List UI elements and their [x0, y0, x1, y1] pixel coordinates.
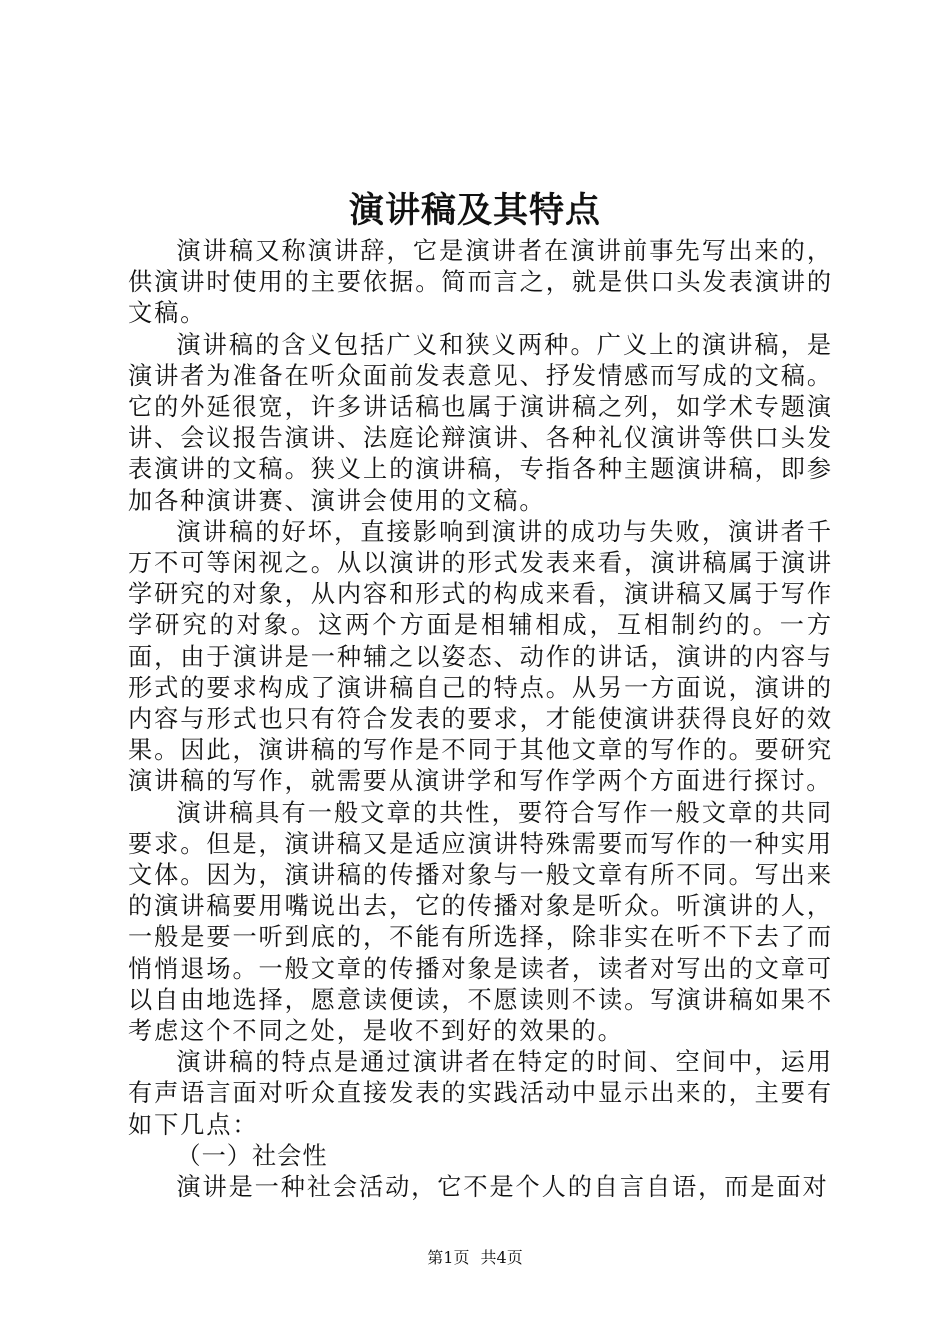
document-title: 演讲稿及其特点 — [348, 190, 601, 231]
section-heading: （一）社会性 — [176, 1141, 328, 1170]
page-number: 第1页 — [427, 1248, 470, 1267]
paragraph-6: 演讲是一种社会活动，它不是个人的自言自语，而是面对 — [176, 1173, 829, 1202]
paragraph-2: 演讲稿的含义包括广义和狭义两种。广义上的演讲稿，是演讲者为准备在听众面前发表意见、抒发情感而写成的文稿。它的外延很宽，许多讲话稿也属于演讲稿之列，如学术专题演讲、会议报告演讲、法庭论辩演讲、各种礼仪演讲等供口头发表演讲的文稿。狭义上的演讲稿，专指各种主题演讲稿，即参加各种演讲赛、演讲会使用的文稿。 — [128, 330, 833, 515]
page-total: 共4页 — [480, 1248, 523, 1267]
paragraph-1: 演讲稿又称演讲辞，它是演讲者在演讲前事先写出来的，供演讲时使用的主要依据。简而言之，就是供口头发表演讲的文稿。 — [128, 237, 833, 328]
paragraph-3: 演讲稿的好坏，直接影响到演讲的成功与失败，演讲者千万不可等闲视之。从以演讲的形式发表来看，演讲稿属于演讲学研究的对象，从内容和形式的构成来看，演讲稿又属于写作学研究的对象。这两个方面是相辅相成，互相制约的。一方面，由于演讲是一种辅之以姿态、动作的讲话，演讲的内容与形式的要求构成了演讲稿自己的特点。从另一方面说，演讲的内容与形式也只有符合发表的要求，才能使演讲获得良好的效果。因此，演讲稿的写作是不同于其他文章的写作的。要研究演讲稿的写作，就需要从演讲学和写作学两个方面进行探讨。 — [128, 517, 833, 796]
page-footer — [0, 1245, 950, 1268]
paragraph-5: 演讲稿的特点是通过演讲者在特定的时间、空间中，运用有声语言面对听众直接发表的实践活动中显示出来的，主要有如下几点： — [128, 1048, 833, 1139]
paragraph-4: 演讲稿具有一般文章的共性，要符合写作一般文章的共同要求。但是，演讲稿又是适应演讲特殊需要而写作的一种实用文体。因为，演讲稿的传播对象与一般文章有所不同。写出来的演讲稿要用嘴说出去，它的传播对象是听众。听演讲的人，一般是要一听到底的，不能有所选择，除非实在听不下去了而悄悄退场。一般文章的传播对象是读者，读者对写出的文章可以自由地选择，愿意读便读，不愿读则不读。写演讲稿如果不考虑这个不同之处，是收不到好的效果的。 — [128, 798, 833, 1046]
document-body — [128, 236, 833, 1203]
